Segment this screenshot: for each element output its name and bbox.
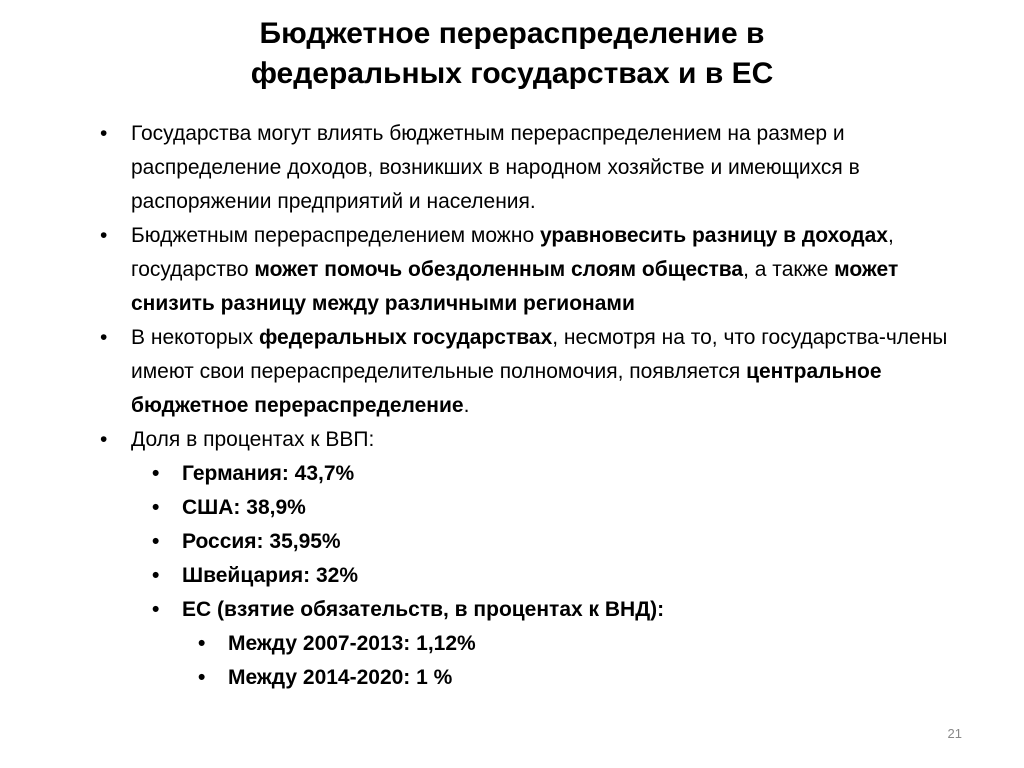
bullet-3-part-5: .	[463, 394, 470, 417]
sub-bullet-russia: • Россия: 35,95%	[152, 525, 980, 559]
slide-content	[100, 117, 980, 695]
sub-sub-bullet-2014-2020: • Между 2014-2020: 1 %	[198, 661, 980, 695]
bullet-2-bold-3: может снизить разницу между различными регионами	[131, 258, 899, 315]
bullet-3-bold-1: федеральных государствах	[258, 326, 553, 349]
sub-bullet-germany: • Германия: 43,7%	[152, 457, 980, 491]
slide-title	[60, 14, 964, 94]
bullet-2-part-3: , государство	[131, 224, 894, 281]
bullet-1-text: Государства могут влиять бюджетным перераспределением на размер и распределение доходов, возникших в народном хозяйстве и имеющихся в распоряжении предприятий и населения.	[131, 122, 860, 213]
page-number: 21	[947, 726, 962, 741]
bullet-2-bold-2: может помочь обездоленным слоям общества	[254, 258, 744, 281]
bullet-4	[100, 423, 980, 457]
bullet-3-bold-2: центральное бюджетное перераспределение	[131, 360, 882, 417]
bullet-2-part-1: Бюджетным перераспределением можно	[131, 224, 540, 247]
bullet-2-bold-1: уравновесить разницу в доходах	[539, 224, 888, 247]
bullet-3	[100, 321, 980, 423]
bullet-3-part-3: , несмотря на то, что государства-члены имеют свои перераспределительные полномочия, появляется	[131, 326, 948, 383]
sub-bullet-eu: • ЕС (взятие обязательств, в процентах к ВНД):	[152, 593, 980, 627]
bullet-3-part-1: В некоторых	[131, 326, 259, 349]
bullet-2	[100, 219, 980, 321]
title-line-1: Бюджетное перераспределение в	[259, 17, 765, 50]
sub-sub-bullet-2007-2013: • Между 2007-2013: 1,12%	[198, 627, 980, 661]
sub-bullet-usa: • США: 38,9%	[152, 491, 980, 525]
title-line-2: федеральных государствах и в ЕС	[250, 57, 774, 90]
bullet-4-text: Доля в процентах к ВВП:	[131, 428, 375, 451]
bullet-2-part-5: , а также	[743, 258, 835, 281]
sub-bullet-switzerland: • Швейцария: 32%	[152, 559, 980, 593]
bullet-1	[100, 117, 980, 219]
